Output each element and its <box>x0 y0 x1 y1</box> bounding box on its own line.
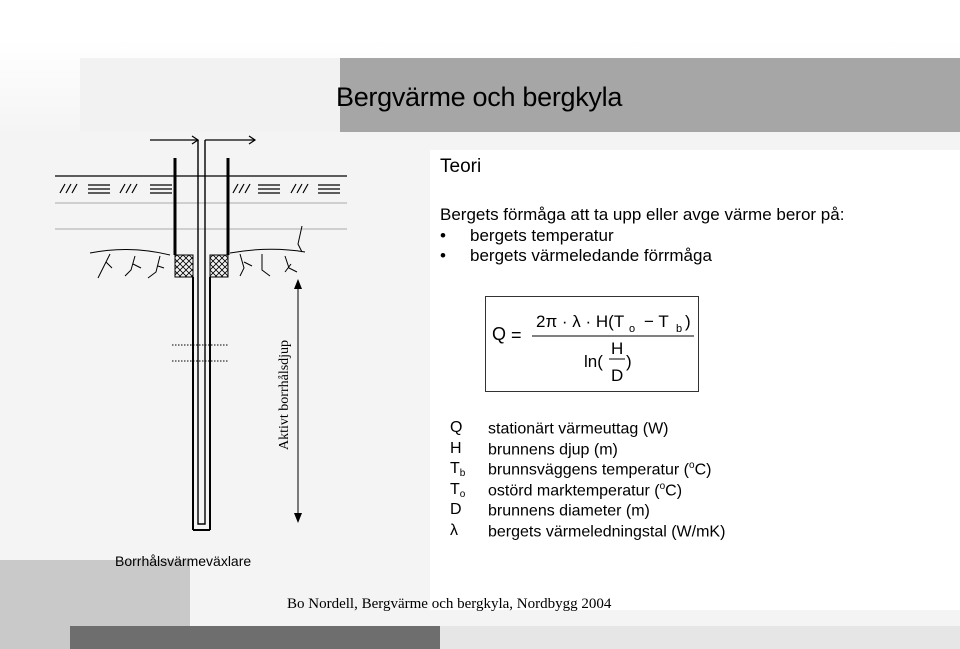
rock-cracks <box>98 226 302 278</box>
diagram-caption: Borrhålsvärmeväxlare <box>115 553 252 569</box>
formula-box <box>485 296 699 392</box>
bullet-dot-icon: • <box>440 246 446 265</box>
section-heading: Teori <box>440 156 482 177</box>
footer-citation: Bo Nordell, Bergvärme och bergkyla, Nordbygg 2004 <box>287 596 612 612</box>
legend-desc: brunnens diameter (m) <box>488 502 650 520</box>
legend-symbol: D <box>450 501 462 518</box>
active-depth-label: Aktivt borrhålsdjup <box>277 339 292 450</box>
symbol-legend <box>450 419 725 542</box>
formula-lhs: Q <box>492 324 507 344</box>
legend-symbol: λ <box>450 521 458 539</box>
depth-arrow-top-icon <box>294 279 302 289</box>
legend-desc: brunnsväggens temperatur ($^o$C) <box>488 460 712 479</box>
bullet-dot-icon: • <box>440 226 446 245</box>
formula <box>486 297 698 391</box>
legend-row <box>450 481 725 502</box>
soil-marks <box>60 184 340 193</box>
formula-minus: − T <box>644 312 669 331</box>
legend-row <box>450 460 725 481</box>
legend-symbol: $T_o$ <box>450 480 466 500</box>
legend-symbol: $T_b$ <box>450 460 466 479</box>
legend-row <box>450 440 725 461</box>
formula-D: D <box>611 366 624 385</box>
u-pipe <box>198 140 205 524</box>
legend-row <box>450 501 725 522</box>
formula-rparen: ) <box>626 352 632 371</box>
legend-desc: stationärt värmeuttag (W) <box>488 420 669 438</box>
depth-arrow-bottom-icon <box>294 513 302 523</box>
formula-ln: ln( <box>584 352 603 371</box>
formula-H: H <box>611 339 624 358</box>
legend-symbol: Q <box>450 419 463 436</box>
intro-text: Bergets förmåga att ta upp eller avge värme beror på: <box>440 205 845 224</box>
bullet-item: • bergets värmeledande förrmåga <box>440 246 712 265</box>
grout-left <box>175 255 193 277</box>
formula-close: ) <box>685 312 691 331</box>
formula-sub-b: b <box>676 323 683 335</box>
bullet-item: • bergets temperatur <box>440 226 614 245</box>
slide-title: Bergvärme och bergkyla <box>336 82 623 112</box>
legend-desc: ostörd marktemperatur ($^o$C) <box>488 480 683 499</box>
formula-equals: = <box>511 325 522 345</box>
legend-row <box>450 522 725 543</box>
formula-sub-o: o <box>629 323 636 335</box>
legend-desc: bergets värmeledningstal (W/mK) <box>488 522 726 540</box>
legend-desc: brunnens djup (m) <box>488 440 618 458</box>
legend-symbol: H <box>450 439 462 457</box>
legend-row <box>450 419 725 440</box>
grout-right <box>210 255 228 277</box>
formula-numerator: 2π · λ · H(T <box>536 312 625 331</box>
